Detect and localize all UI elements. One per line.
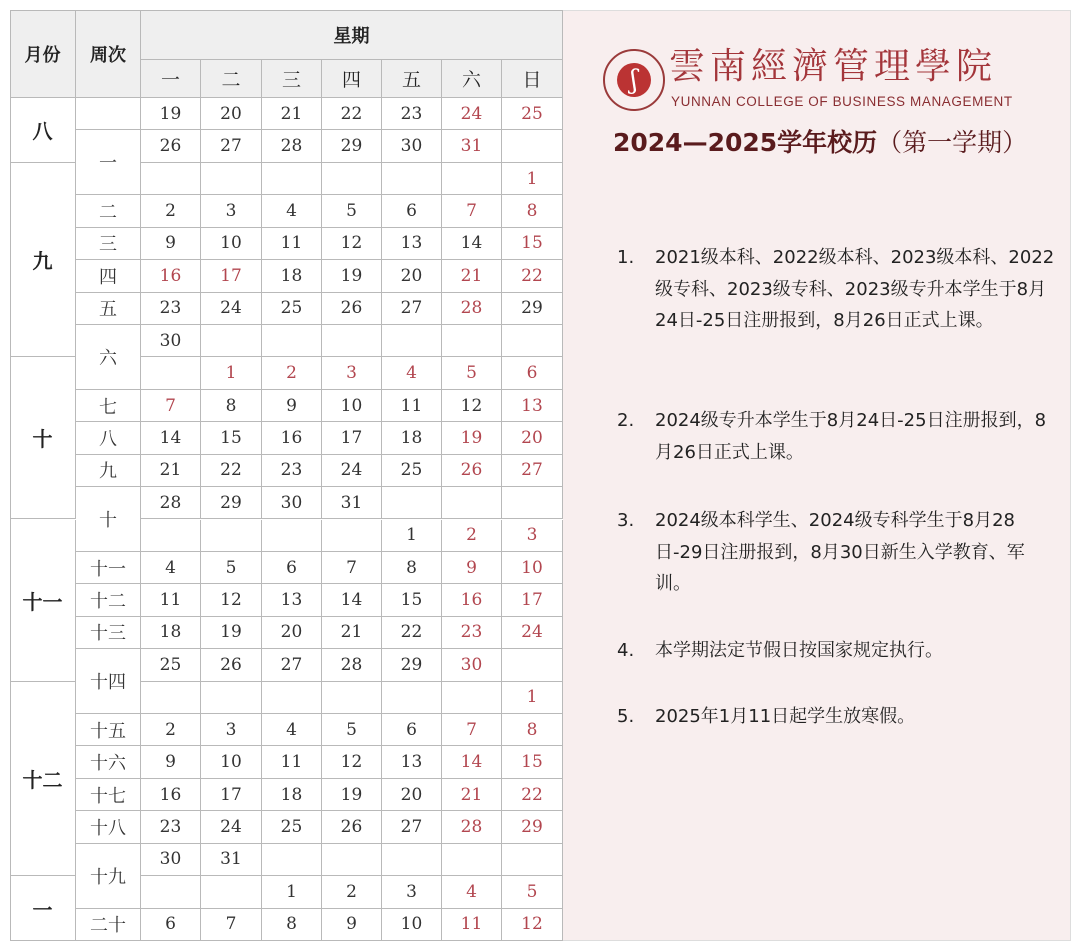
date-cell: 21	[141, 455, 201, 487]
date-cell	[382, 844, 442, 876]
week-cell: 七	[76, 390, 141, 422]
weekday-header: 日	[502, 60, 563, 98]
date-cell: 24	[201, 293, 262, 325]
holiday-date-cell: 7	[442, 195, 502, 227]
date-cell	[382, 487, 442, 519]
date-cell: 14	[322, 584, 382, 616]
date-cell: 26	[322, 811, 382, 843]
week-cell: 十	[76, 487, 141, 552]
date-cell: 11	[262, 228, 322, 260]
date-cell: 5	[322, 195, 382, 227]
date-cell: 18	[262, 260, 322, 292]
title-main: 2024—2025学年校历	[613, 128, 878, 157]
date-cell	[442, 325, 502, 357]
calendar-title	[613, 127, 1027, 159]
date-cell: 6	[382, 195, 442, 227]
date-cell: 6	[382, 714, 442, 746]
date-cell: 30	[141, 325, 201, 357]
holiday-date-cell: 7	[141, 390, 201, 422]
date-cell: 10	[201, 746, 262, 778]
date-cell	[322, 163, 382, 195]
weekday-header: 一	[141, 60, 201, 98]
date-cell: 14	[442, 228, 502, 260]
holiday-date-cell: 4	[442, 876, 502, 908]
date-cell: 5	[201, 552, 262, 584]
date-cell: 2	[322, 876, 382, 908]
date-cell: 10	[322, 390, 382, 422]
calendar-table	[10, 10, 563, 941]
weekday-header: 二	[201, 60, 262, 98]
holiday-date-cell: 9	[442, 552, 502, 584]
date-cell	[201, 325, 262, 357]
date-cell: 4	[262, 714, 322, 746]
week-cell: 四	[76, 260, 141, 292]
date-cell: 9	[141, 746, 201, 778]
holiday-date-cell: 3	[322, 357, 382, 389]
date-cell: 25	[262, 811, 322, 843]
date-cell	[141, 682, 201, 714]
date-cell	[262, 520, 322, 552]
date-cell: 31	[201, 844, 262, 876]
week-cell: 十六	[76, 746, 141, 778]
date-cell: 20	[262, 617, 322, 649]
note-number: 1.	[617, 247, 635, 268]
date-cell	[502, 844, 563, 876]
holiday-date-cell: 3	[502, 520, 563, 552]
date-cell: 23	[141, 811, 201, 843]
date-cell: 23	[382, 98, 442, 130]
date-cell: 3	[201, 714, 262, 746]
date-cell: 30	[262, 487, 322, 519]
week-cell: 十四	[76, 649, 141, 714]
date-cell: 22	[201, 455, 262, 487]
date-cell: 28	[322, 649, 382, 681]
date-cell: 4	[141, 552, 201, 584]
date-cell: 7	[201, 909, 262, 941]
date-cell	[322, 325, 382, 357]
date-cell: 1	[382, 520, 442, 552]
info-panel	[563, 10, 1071, 941]
date-cell: 8	[201, 390, 262, 422]
note-text: 2021级本科、2022级本科、2023级本科、2022级专科、2023级专科、2023级专升本学生于8月24日-25日注册报到，8月26日正式上课。	[655, 247, 1055, 331]
holiday-date-cell: 6	[502, 357, 563, 389]
holiday-date-cell: 31	[442, 130, 502, 162]
weekday-header: 五	[382, 60, 442, 98]
date-cell: 29	[502, 293, 563, 325]
date-cell	[141, 163, 201, 195]
holiday-date-cell: 8	[502, 714, 563, 746]
header-weekday: 星期	[141, 10, 563, 60]
holiday-date-cell: 15	[502, 228, 563, 260]
date-cell: 31	[322, 487, 382, 519]
date-cell: 15	[201, 422, 262, 454]
date-cell	[141, 357, 201, 389]
holiday-date-cell: 13	[502, 390, 563, 422]
date-cell: 8	[382, 552, 442, 584]
holiday-date-cell: 22	[502, 260, 563, 292]
week-cell: 十九	[76, 844, 141, 909]
date-cell	[382, 163, 442, 195]
note-text: 本学期法定节假日按国家规定执行。	[655, 640, 943, 661]
holiday-date-cell: 5	[442, 357, 502, 389]
date-cell: 5	[322, 714, 382, 746]
holiday-date-cell: 23	[442, 617, 502, 649]
week-cell: 十三	[76, 617, 141, 649]
date-cell: 10	[382, 909, 442, 941]
date-cell: 30	[141, 844, 201, 876]
holiday-date-cell: 27	[502, 455, 563, 487]
holiday-date-cell: 5	[502, 876, 563, 908]
date-cell: 18	[382, 422, 442, 454]
date-cell: 27	[382, 293, 442, 325]
date-cell: 19	[141, 98, 201, 130]
date-cell: 26	[201, 649, 262, 681]
header-month: 月份	[10, 10, 76, 98]
date-cell: 27	[382, 811, 442, 843]
weekday-header: 四	[322, 60, 382, 98]
note-number: 2.	[617, 410, 635, 431]
holiday-date-cell: 26	[442, 455, 502, 487]
date-cell: 12	[322, 746, 382, 778]
holiday-date-cell: 30	[442, 649, 502, 681]
note-item	[617, 701, 1057, 733]
date-cell: 3	[382, 876, 442, 908]
holiday-date-cell: 8	[502, 195, 563, 227]
week-cell: 三	[76, 228, 141, 260]
date-cell: 27	[262, 649, 322, 681]
date-cell: 27	[201, 130, 262, 162]
date-cell: 24	[322, 455, 382, 487]
date-cell: 18	[141, 617, 201, 649]
date-cell: 11	[382, 390, 442, 422]
date-cell: 13	[382, 746, 442, 778]
date-cell	[322, 844, 382, 876]
header-week: 周次	[76, 10, 141, 98]
holiday-date-cell: 19	[442, 422, 502, 454]
date-cell: 4	[262, 195, 322, 227]
note-number: 5.	[617, 706, 635, 727]
date-cell	[442, 844, 502, 876]
date-cell	[262, 844, 322, 876]
date-cell: 28	[262, 130, 322, 162]
date-cell: 22	[382, 617, 442, 649]
holiday-date-cell: 4	[382, 357, 442, 389]
holiday-date-cell: 24	[502, 617, 563, 649]
date-cell: 1	[262, 876, 322, 908]
month-cell: 十	[10, 357, 76, 519]
date-cell: 16	[262, 422, 322, 454]
school-name-cn: 雲南經濟管理學院	[669, 46, 998, 87]
date-cell: 14	[141, 422, 201, 454]
date-cell: 28	[141, 487, 201, 519]
holiday-date-cell: 2	[262, 357, 322, 389]
date-cell	[322, 520, 382, 552]
month-cell: 一	[10, 876, 76, 941]
week-cell: 一	[76, 130, 141, 195]
date-cell: 21	[262, 98, 322, 130]
holiday-date-cell: 16	[442, 584, 502, 616]
holiday-date-cell: 20	[502, 422, 563, 454]
week-cell: 十八	[76, 811, 141, 843]
date-cell: 6	[141, 909, 201, 941]
holiday-date-cell: 7	[442, 714, 502, 746]
date-cell	[502, 130, 563, 162]
holiday-date-cell: 2	[442, 520, 502, 552]
date-cell: 20	[382, 260, 442, 292]
holiday-date-cell: 21	[442, 779, 502, 811]
date-cell: 12	[442, 390, 502, 422]
date-cell: 20	[382, 779, 442, 811]
holiday-date-cell: 10	[502, 552, 563, 584]
date-cell: 29	[201, 487, 262, 519]
date-cell: 17	[201, 779, 262, 811]
holiday-date-cell: 15	[502, 746, 563, 778]
week-cell: 九	[76, 455, 141, 487]
holiday-date-cell: 21	[442, 260, 502, 292]
weekday-header: 三	[262, 60, 322, 98]
date-cell: 19	[322, 779, 382, 811]
date-cell: 9	[322, 909, 382, 941]
month-cell: 八	[10, 98, 76, 163]
date-cell: 15	[382, 584, 442, 616]
holiday-date-cell: 22	[502, 779, 563, 811]
holiday-date-cell: 17	[502, 584, 563, 616]
school-logo-icon	[603, 49, 665, 111]
date-cell: 22	[322, 98, 382, 130]
holiday-date-cell: 11	[442, 909, 502, 941]
date-cell: 19	[322, 260, 382, 292]
date-cell: 18	[262, 779, 322, 811]
date-cell	[502, 649, 563, 681]
date-cell: 26	[141, 130, 201, 162]
date-cell	[442, 682, 502, 714]
date-cell: 10	[201, 228, 262, 260]
date-cell: 9	[141, 228, 201, 260]
note-text: 2024级专升本学生于8月24日-25日注册报到，8月26日正式上课。	[655, 410, 1047, 463]
date-cell: 2	[141, 714, 201, 746]
date-cell: 20	[201, 98, 262, 130]
date-cell	[262, 682, 322, 714]
holiday-date-cell: 28	[442, 293, 502, 325]
date-cell	[141, 520, 201, 552]
date-cell: 25	[141, 649, 201, 681]
date-cell: 8	[262, 909, 322, 941]
date-cell: 24	[201, 811, 262, 843]
note-text: 2025年1月11日起学生放寒假。	[655, 706, 916, 727]
date-cell	[502, 325, 563, 357]
holiday-date-cell: 24	[442, 98, 502, 130]
date-cell	[322, 682, 382, 714]
date-cell	[141, 876, 201, 908]
date-cell	[382, 325, 442, 357]
date-cell	[262, 325, 322, 357]
date-cell: 7	[322, 552, 382, 584]
holiday-date-cell: 17	[201, 260, 262, 292]
holiday-date-cell: 12	[502, 909, 563, 941]
date-cell: 12	[201, 584, 262, 616]
note-item	[617, 505, 1057, 600]
date-cell: 23	[141, 293, 201, 325]
note-item	[617, 635, 1057, 667]
note-text: 2024级本科学生、2024级专科学生于8月28日-29日注册报到，8月30日新生入学教育、军训。	[655, 510, 1025, 594]
logo-emblem: ʃ	[617, 63, 651, 97]
date-cell: 30	[382, 130, 442, 162]
date-cell: 11	[262, 746, 322, 778]
date-cell: 29	[382, 649, 442, 681]
date-cell	[201, 682, 262, 714]
holiday-date-cell: 28	[442, 811, 502, 843]
date-cell: 11	[141, 584, 201, 616]
date-cell: 26	[322, 293, 382, 325]
date-cell: 3	[201, 195, 262, 227]
week-cell	[76, 98, 141, 130]
holiday-date-cell: 16	[141, 260, 201, 292]
date-cell	[502, 487, 563, 519]
week-cell: 十七	[76, 779, 141, 811]
date-cell	[262, 163, 322, 195]
school-name-en: YUNNAN COLLEGE OF BUSINESS MANAGEMENT	[671, 94, 1013, 109]
week-cell: 十二	[76, 584, 141, 616]
holiday-date-cell: 25	[502, 98, 563, 130]
month-cell: 十一	[10, 520, 76, 682]
week-cell: 二十	[76, 909, 141, 941]
date-cell	[201, 163, 262, 195]
date-cell: 17	[322, 422, 382, 454]
date-cell	[382, 682, 442, 714]
date-cell: 19	[201, 617, 262, 649]
date-cell	[201, 876, 262, 908]
month-cell: 九	[10, 163, 76, 358]
date-cell	[201, 520, 262, 552]
date-cell: 25	[382, 455, 442, 487]
date-cell: 13	[262, 584, 322, 616]
week-cell: 六	[76, 325, 141, 390]
week-cell: 二	[76, 195, 141, 227]
date-cell: 13	[382, 228, 442, 260]
date-cell: 6	[262, 552, 322, 584]
date-cell	[442, 487, 502, 519]
date-cell: 9	[262, 390, 322, 422]
date-cell: 23	[262, 455, 322, 487]
title-sub: （第一学期）	[877, 128, 1028, 157]
holiday-date-cell: 14	[442, 746, 502, 778]
note-number: 4.	[617, 640, 635, 661]
note-item	[617, 242, 1057, 337]
date-cell: 2	[141, 195, 201, 227]
month-cell: 十二	[10, 682, 76, 877]
date-cell: 21	[322, 617, 382, 649]
holiday-date-cell: 1	[502, 163, 563, 195]
date-cell	[442, 163, 502, 195]
week-cell: 十五	[76, 714, 141, 746]
date-cell: 29	[322, 130, 382, 162]
holiday-date-cell: 1	[502, 682, 563, 714]
week-cell: 五	[76, 293, 141, 325]
date-cell: 25	[262, 293, 322, 325]
holiday-date-cell: 29	[502, 811, 563, 843]
date-cell: 12	[322, 228, 382, 260]
note-number: 3.	[617, 510, 635, 531]
week-cell: 八	[76, 422, 141, 454]
date-cell: 16	[141, 779, 201, 811]
week-cell: 十一	[76, 552, 141, 584]
note-item	[617, 405, 1057, 468]
weekday-header: 六	[442, 60, 502, 98]
holiday-date-cell: 1	[201, 357, 262, 389]
